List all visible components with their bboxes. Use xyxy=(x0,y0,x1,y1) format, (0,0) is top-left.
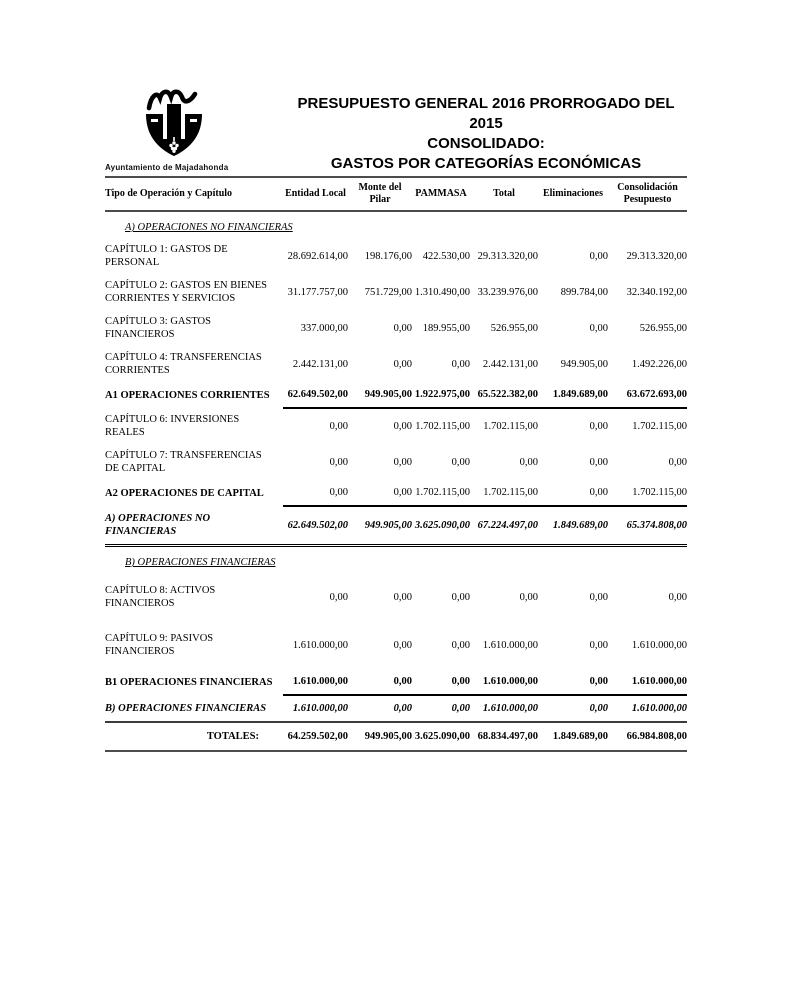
cell-value: 0,00 xyxy=(348,669,412,695)
col-header-entidad-local: Entidad Local xyxy=(283,177,348,211)
table-row xyxy=(105,546,687,574)
col-header-tipo-operacion: Tipo de Operación y Capítulo xyxy=(105,177,283,211)
cell-value: 1.610.000,00 xyxy=(283,669,348,695)
table-row xyxy=(105,310,687,346)
cell-value: 1.610.000,00 xyxy=(631,639,687,651)
cell-value: 0,00 xyxy=(451,358,470,370)
cell-value: 0,00 xyxy=(589,456,608,468)
col-header-monte-del-pilar: Monte del Pilar xyxy=(348,177,412,211)
cell-value: 1.492.226,00 xyxy=(631,358,687,370)
cell-value: 0,00 xyxy=(451,456,470,468)
row-label: CAPÍTULO 4: TRANSFERENCIAS CORRIENTES xyxy=(105,352,262,376)
col-header-consolidacion: Consolidación Pesupuesto xyxy=(608,177,687,211)
row-label: CAPÍTULO 6: INVERSIONES REALES xyxy=(105,414,240,438)
row-label: B) OPERACIONES FINANCIERAS xyxy=(105,695,283,722)
col-header-pammasa: PAMMASA xyxy=(412,177,470,211)
row-label: B1 OPERACIONES FINANCIERAS xyxy=(105,676,273,688)
cell-value: 1.610.000,00 xyxy=(608,669,687,695)
cell-value: 0,00 xyxy=(393,456,412,468)
row-label: A2 OPERACIONES DE CAPITAL xyxy=(105,487,264,499)
cell-value: 0,00 xyxy=(393,358,412,370)
cell-value: 3.625.090,00 xyxy=(412,722,470,751)
table-row xyxy=(105,238,687,274)
cell-value: 949.905,00 xyxy=(560,358,608,370)
table-row xyxy=(105,506,687,546)
cell-value: 0,00 xyxy=(519,591,538,603)
table-row xyxy=(105,408,687,444)
cell-value: 1.702.115,00 xyxy=(483,421,538,432)
cell-value: 1.610.000,00 xyxy=(482,639,538,651)
cell-value: 751.729,00 xyxy=(364,286,412,298)
cell-value: 0,00 xyxy=(393,591,412,603)
row-label: A) OPERACIONES NO FINANCIERAS xyxy=(105,506,283,546)
cell-value: 0,00 xyxy=(538,480,608,506)
cell-value: 2.442.131,00 xyxy=(292,358,348,370)
cell-value: 0,00 xyxy=(393,639,412,651)
cell-value: 0,00 xyxy=(589,591,608,603)
cell-value: 0,00 xyxy=(329,591,348,603)
cell-value: 65.374.808,00 xyxy=(608,506,687,546)
cell-value: 1.702.115,00 xyxy=(412,480,470,506)
cell-value: 0,00 xyxy=(668,456,687,468)
cell-value: 0,00 xyxy=(538,695,608,722)
cell-value: 0,00 xyxy=(412,669,470,695)
cell-value: 526.955,00 xyxy=(490,322,538,334)
col-header-eliminaciones: Eliminaciones xyxy=(538,177,608,211)
cell-value: 28.692.614,00 xyxy=(287,250,348,262)
cell-value: 64.259.502,00 xyxy=(283,722,348,751)
cell-value: 33.239.976,00 xyxy=(477,286,538,298)
row-label: CAPÍTULO 8: ACTIVOS FINANCIEROS xyxy=(105,585,216,609)
cell-value: 1.610.000,00 xyxy=(292,639,348,651)
cell-value: 0,00 xyxy=(329,456,348,468)
cell-value: 1.702.115,00 xyxy=(470,480,538,506)
cell-value: 68.834.497,00 xyxy=(470,722,538,751)
cell-value: 3.625.090,00 xyxy=(412,506,470,546)
cell-value: 1.610.000,00 xyxy=(608,695,687,722)
cell-value: 0,00 xyxy=(451,639,470,651)
cell-value: 949.905,00 xyxy=(348,382,412,408)
table-row xyxy=(105,573,687,621)
cell-value: 1.849.689,00 xyxy=(538,722,608,751)
cell-value: 0,00 xyxy=(589,421,608,432)
col-header-total: Total xyxy=(470,177,538,211)
cell-value: 1.849.689,00 xyxy=(538,382,608,408)
table-row xyxy=(105,382,687,408)
cell-value: 899.784,00 xyxy=(560,286,608,298)
cell-value: 422.530,00 xyxy=(422,250,470,262)
cell-value: 32.340.192,00 xyxy=(626,286,687,298)
table-row xyxy=(105,695,687,722)
table-row xyxy=(105,669,687,695)
table-row xyxy=(105,722,687,751)
table-body xyxy=(105,211,687,751)
document-title xyxy=(285,88,687,174)
table-row xyxy=(105,346,687,382)
cell-value: 1.922.975,00 xyxy=(412,382,470,408)
cell-value: 1.310.490,00 xyxy=(414,286,470,298)
section-heading: B) OPERACIONES FINANCIERAS xyxy=(125,557,276,568)
cell-value: 337.000,00 xyxy=(300,322,348,334)
cell-value: 1.610.000,00 xyxy=(470,695,538,722)
cell-value: 0,00 xyxy=(668,591,687,603)
cell-value: 0,00 xyxy=(348,695,412,722)
cell-value: 1.610.000,00 xyxy=(470,669,538,695)
cell-value: 0,00 xyxy=(393,322,412,334)
table-row xyxy=(105,621,687,669)
cell-value: 1.610.000,00 xyxy=(283,695,348,722)
table-row xyxy=(105,444,687,480)
row-label: CAPÍTULO 1: GASTOS DE PERSONAL xyxy=(105,244,228,268)
row-label: CAPÍTULO 9: PASIVOS FINANCIEROS xyxy=(105,633,214,657)
cell-value: 0,00 xyxy=(589,250,608,262)
document-header xyxy=(105,88,687,174)
logo-block xyxy=(105,88,285,172)
cell-value: 1.702.115,00 xyxy=(415,421,470,432)
cell-value: 0,00 xyxy=(589,322,608,334)
cell-value: 29.313.320,00 xyxy=(477,250,538,262)
cell-value: 62.649.502,00 xyxy=(283,382,348,408)
row-label: CAPÍTULO 2: GASTOS EN BIENES CORRIENTES Y SERVICIOS xyxy=(105,280,267,304)
cell-value: 31.177.757,00 xyxy=(287,286,348,298)
cell-value: 0,00 xyxy=(519,456,538,468)
cell-value: 2.442.131,00 xyxy=(482,358,538,370)
cell-value: 526.955,00 xyxy=(639,322,687,334)
cell-value: 0,00 xyxy=(283,480,348,506)
cell-value: 67.224.497,00 xyxy=(470,506,538,546)
cell-value: 949.905,00 xyxy=(348,722,412,751)
cell-value: 0,00 xyxy=(348,480,412,506)
row-label: A1 OPERACIONES CORRIENTES xyxy=(105,389,270,401)
row-label: CAPÍTULO 3: GASTOS FINANCIEROS xyxy=(105,316,211,340)
row-label: TOTALES: xyxy=(105,722,283,751)
table-row xyxy=(105,480,687,506)
cell-value: 66.984.808,00 xyxy=(608,722,687,751)
cell-value: 0,00 xyxy=(329,421,348,432)
table-row xyxy=(105,211,687,238)
cell-value: 0,00 xyxy=(412,695,470,722)
cell-value: 29.313.320,00 xyxy=(626,250,687,262)
cell-value: 1.702.115,00 xyxy=(632,421,687,432)
majadahonda-crest-icon xyxy=(137,88,211,160)
cell-value: 0,00 xyxy=(393,421,412,432)
table-row xyxy=(105,274,687,310)
cell-value: 0,00 xyxy=(589,639,608,651)
table-header-row xyxy=(105,177,687,211)
title-line-1: PRESUPUESTO GENERAL 2016 PRORROGADO DEL 2015 xyxy=(297,95,675,132)
title-line-2: CONSOLIDADO: xyxy=(427,135,545,152)
row-label: CAPÍTULO 7: TRANSFERENCIAS DE CAPITAL xyxy=(105,450,262,474)
budget-table xyxy=(105,176,687,752)
cell-value: 62.649.502,00 xyxy=(283,506,348,546)
cell-value: 949.905,00 xyxy=(348,506,412,546)
cell-value: 1.702.115,00 xyxy=(608,480,687,506)
cell-value: 0,00 xyxy=(538,669,608,695)
cell-value: 65.522.382,00 xyxy=(470,382,538,408)
cell-value: 1.849.689,00 xyxy=(538,506,608,546)
org-name: Ayuntamiento de Majadahonda xyxy=(105,163,229,172)
cell-value: 189.955,00 xyxy=(422,322,470,334)
section-heading: A) OPERACIONES NO FINANCIERAS xyxy=(125,222,293,233)
cell-value: 63.672.693,00 xyxy=(608,382,687,408)
cell-value: 0,00 xyxy=(451,591,470,603)
cell-value: 198.176,00 xyxy=(364,250,412,262)
title-line-3: GASTOS POR CATEGORÍAS ECONÓMICAS xyxy=(330,155,642,172)
